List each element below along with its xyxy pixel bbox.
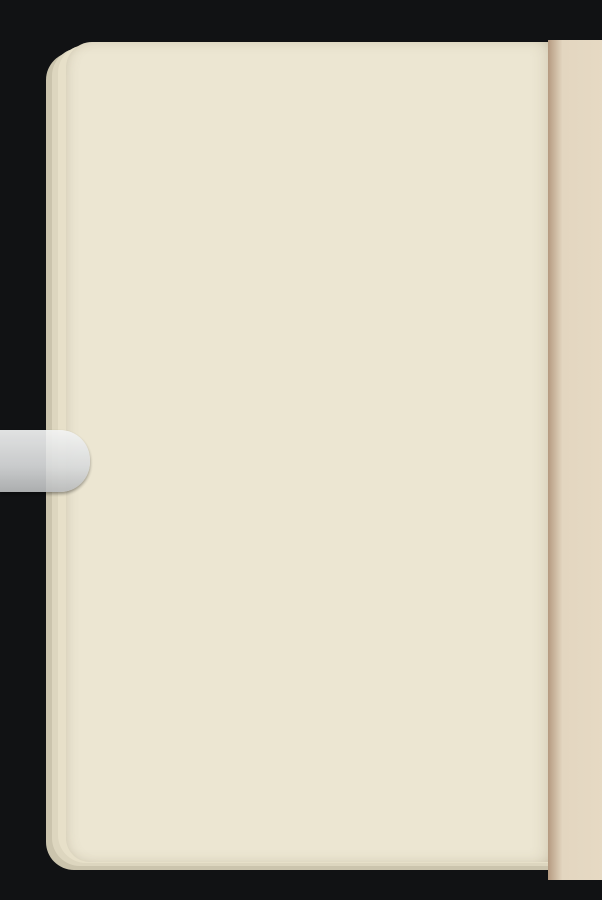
facing-page [548, 40, 602, 880]
page-text [128, 88, 532, 788]
bookmark-ribbon [0, 430, 90, 492]
